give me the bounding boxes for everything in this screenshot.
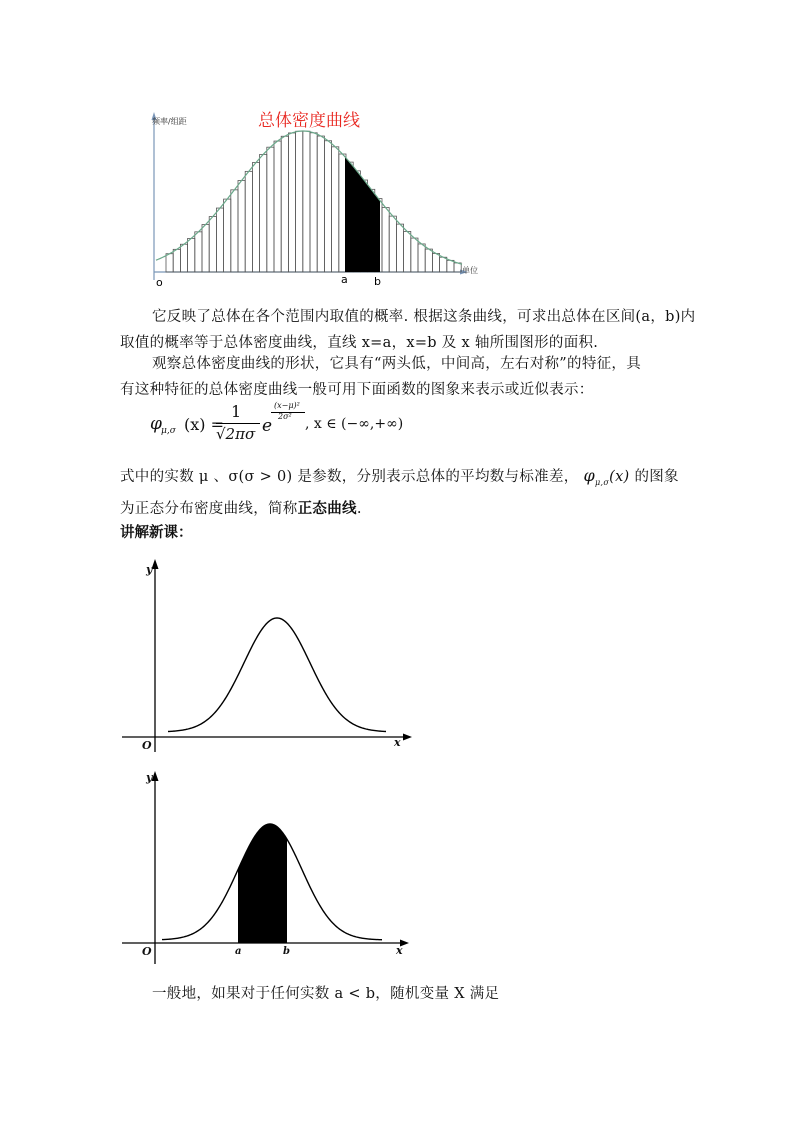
- histogram-bar: [245, 171, 252, 272]
- paragraph-4-text: 为正态分布密度曲线，简称: [120, 501, 298, 517]
- formula-numerator: 1: [231, 402, 242, 421]
- histogram-bar: [260, 154, 267, 272]
- histogram-bar: [202, 225, 209, 272]
- x-axis-arrow: [403, 734, 412, 741]
- histogram-bar: [209, 217, 216, 272]
- paragraph-4: [120, 496, 362, 522]
- normal-curve-figure: [120, 556, 420, 756]
- formula-exp-numerator: (x−μ)²: [274, 401, 300, 410]
- histogram-bar: [440, 257, 447, 272]
- histogram-bar: [447, 260, 454, 272]
- mark-a-label: a: [341, 273, 348, 286]
- histogram-bar: [411, 238, 418, 272]
- histogram-bars: [166, 131, 461, 272]
- histogram-bar: [224, 199, 231, 272]
- axes-group: [122, 559, 412, 752]
- formula-exp-denominator: 2σ²: [278, 412, 292, 421]
- histogram-bar: [425, 249, 432, 272]
- histogram-bar: [317, 136, 324, 272]
- formula-denominator: √2πσ: [216, 425, 256, 443]
- histogram-bar: [324, 141, 331, 272]
- x-label: x: [396, 944, 403, 957]
- last-line: 一般地，如果对于任何实数 a < b，随机变量 X 满足: [152, 986, 500, 1002]
- paragraph-2-line-1: 观察总体密度曲线的形状，它具有“两头低，中间高，左右对称”的特征，具: [152, 356, 642, 372]
- origin-label: O: [142, 739, 152, 752]
- x-label: x: [394, 736, 401, 749]
- normal-curve-svg: [120, 556, 420, 756]
- histogram-bar: [303, 131, 310, 272]
- density-histogram-figure: [140, 100, 490, 295]
- histogram-bar: [396, 224, 403, 272]
- histogram-bar: [418, 244, 425, 272]
- y-label: y: [146, 771, 153, 784]
- figure-title: 总体密度曲线: [258, 111, 360, 131]
- histogram-bar: [389, 216, 396, 272]
- histogram-bar: [432, 253, 439, 272]
- formula-phi-sub: μ,σ: [161, 426, 176, 436]
- x-axis-label: 单位: [462, 266, 478, 275]
- paragraph-1-line-2: 取值的概率等于总体密度曲线，直线 x=a，x=b 及 x 轴所围图形的面积.: [120, 335, 599, 351]
- normal-curve-term: 正态曲线: [297, 500, 357, 517]
- histogram-bar: [296, 131, 303, 272]
- inline-phi-arg: (x): [609, 469, 630, 485]
- histogram-bar: [332, 147, 339, 272]
- histogram-bar: [310, 133, 317, 272]
- inline-phi-sub: μ,σ: [595, 477, 610, 487]
- histogram-bar: [195, 232, 202, 272]
- section-heading: 讲解新课：: [120, 524, 193, 541]
- shaded-interval: [345, 157, 380, 272]
- mark-a-label: a: [235, 946, 242, 957]
- shaded-curve-svg: [120, 768, 420, 968]
- inline-phi: φ: [583, 466, 595, 485]
- histogram-bar: [382, 208, 389, 272]
- mark-b-label: b: [374, 275, 381, 288]
- histogram-bar: [188, 238, 195, 272]
- histogram-bar: [231, 190, 238, 272]
- y-axis-arrow: [152, 771, 159, 781]
- y-axis-label: 频率/组距: [152, 117, 187, 126]
- paragraph-4-end: .: [356, 501, 362, 517]
- histogram-bar: [288, 133, 295, 272]
- origin-label: O: [142, 945, 152, 958]
- shaded-area: [238, 824, 287, 943]
- bell-curve: [168, 618, 386, 732]
- histogram-bar: [166, 254, 173, 272]
- formula-e: e: [262, 416, 273, 436]
- y-axis-arrow: [152, 559, 159, 569]
- paragraph-2-line-2: 有这种特征的总体密度曲线一般可用下面函数的图象来表示或近似表示：: [120, 382, 594, 398]
- histogram-bar: [339, 154, 346, 272]
- mark-b-label: b: [283, 946, 290, 957]
- histogram-bar: [404, 231, 411, 272]
- histogram-bar: [281, 136, 288, 272]
- histogram-bar: [252, 163, 259, 272]
- paragraph-3: [120, 463, 679, 496]
- histogram-bar: [180, 244, 187, 272]
- paragraph-3-tail: 的图象: [634, 469, 679, 485]
- paragraph-1-line-1: 它反映了总体在各个范围内取值的概率. 根据这条曲线，可求出总体在区间(a，b)内: [152, 309, 696, 325]
- histogram-bar: [267, 147, 274, 272]
- shaded-normal-curve-figure: [120, 768, 420, 968]
- formula-arg: (x) =: [184, 415, 224, 434]
- formula-domain: , x ∈ (−∞,+∞): [305, 416, 404, 432]
- origin-label: o: [156, 276, 163, 289]
- fraction-bar: [216, 423, 260, 424]
- formula-phi: φ: [150, 414, 162, 434]
- normal-density-formula: [150, 402, 470, 450]
- y-label: y: [146, 563, 153, 576]
- histogram-bar: [173, 249, 180, 272]
- histogram-bar: [274, 141, 281, 272]
- histogram-bar: [238, 181, 245, 272]
- histogram-bar: [216, 208, 223, 272]
- paragraph-3-text: 式中的实数 μ 、σ(σ > 0) 是参数，分别表示总体的平均数与标准差，: [120, 469, 579, 485]
